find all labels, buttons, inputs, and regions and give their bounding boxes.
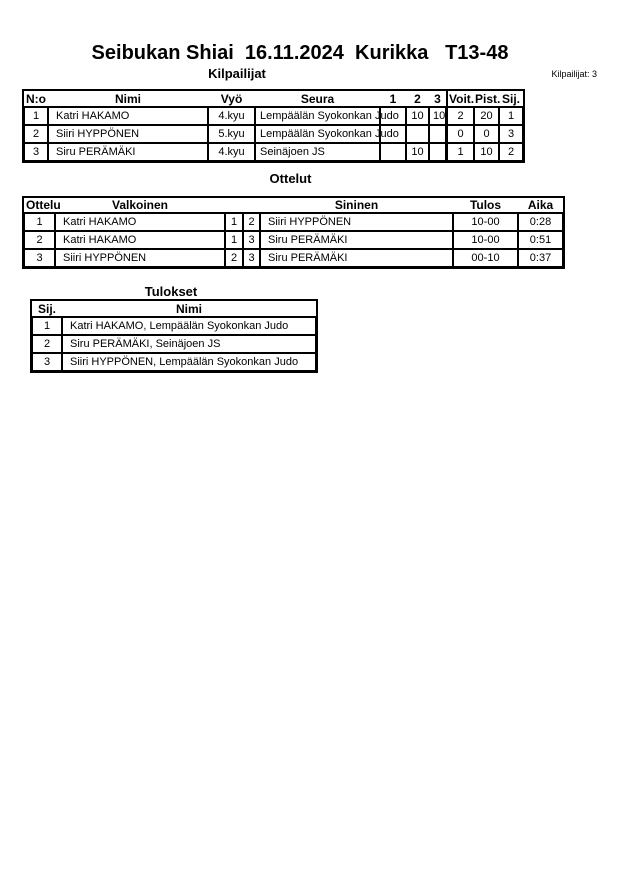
cell-valkoinen: Katri HAKAMO [55, 231, 225, 249]
cell-no: 3 [24, 143, 48, 161]
cell-sij: 2 [499, 143, 523, 161]
cell-voit: 1 [446, 143, 474, 161]
table-row [24, 125, 523, 143]
header-seura: Seura [255, 91, 380, 107]
page-title: Seibukan Shiai 16.11.2024 Kurikka T13-48 [91, 42, 509, 64]
cell-white-no: 1 [225, 231, 243, 249]
cell-seura: Lempäälän Syokonkan Judo [255, 125, 380, 143]
cell-ottelu: 1 [24, 213, 55, 231]
table-row [24, 213, 563, 231]
cell-tulos: 00-10 [453, 249, 518, 267]
cell-match2 [406, 125, 429, 143]
cell-match2: 10 [406, 143, 429, 161]
header-voit: Voit. [446, 91, 474, 107]
ottelut-section-title: Ottelut [269, 171, 312, 186]
cell-match2: 10 [406, 107, 429, 125]
header-vyo: Vyö [208, 91, 255, 107]
header-nimi: Nimi [62, 301, 316, 317]
cell-match3: 10 [429, 107, 446, 125]
cell-aika: 0:51 [518, 231, 563, 249]
cell-sij: 1 [32, 317, 62, 335]
cell-white-no: 1 [225, 213, 243, 231]
cell-blue-no: 3 [243, 231, 260, 249]
cell-white-no: 2 [225, 249, 243, 267]
cell-nimi: Siiri HYPPÖNEN, Lempäälän Syokonkan Judo [62, 353, 316, 371]
table-row [24, 143, 523, 161]
header-sij: Sij. [499, 91, 523, 107]
header-sij: Sij. [32, 301, 62, 317]
cell-tulos: 10-00 [453, 231, 518, 249]
cell-nimi: Siru PERÄMÄKI [48, 143, 208, 161]
cell-seura: Lempäälän Syokonkan Judo [255, 107, 380, 125]
cell-seura: Seinäjoen JS [255, 143, 380, 161]
cell-sininen: Siiri HYPPÖNEN [260, 213, 453, 231]
cell-sininen: Siru PERÄMÄKI [260, 249, 453, 267]
cell-no: 1 [24, 107, 48, 125]
competitors-table [22, 89, 525, 163]
header-nimi: Nimi [48, 91, 208, 107]
cell-pist: 0 [474, 125, 499, 143]
header-match2: 2 [406, 91, 429, 107]
cell-ottelu: 2 [24, 231, 55, 249]
header-match1: 1 [380, 91, 406, 107]
table-header-row [32, 301, 316, 317]
tulokset-section-title: Tulokset [144, 284, 198, 299]
cell-vyo: 4.kyu [208, 143, 255, 161]
cell-nimi: Siiri HYPPÖNEN [48, 125, 208, 143]
cell-pist: 10 [474, 143, 499, 161]
table-header-row [24, 198, 563, 213]
cell-sij: 3 [32, 353, 62, 371]
cell-valkoinen: Siiri HYPPÖNEN [55, 249, 225, 267]
table-row [32, 335, 316, 353]
results-table [30, 299, 318, 373]
cell-vyo: 5.kyu [208, 125, 255, 143]
header-aika: Aika [518, 198, 563, 213]
cell-nimi: Katri HAKAMO, Lempäälän Syokonkan Judo [62, 317, 316, 335]
table-row [24, 249, 563, 267]
table-row [24, 107, 523, 125]
header-valkoinen: Valkoinen [55, 198, 225, 213]
cell-sininen: Siru PERÄMÄKI [260, 231, 453, 249]
header-ottelu: Ottelu [26, 198, 61, 212]
cell-tulos: 10-00 [453, 213, 518, 231]
cell-nimi: Siru PERÄMÄKI, Seinäjoen JS [62, 335, 316, 353]
header-sininen: Sininen [260, 198, 453, 213]
table-row [32, 317, 316, 335]
cell-voit: 2 [446, 107, 474, 125]
cell-sij: 3 [499, 125, 523, 143]
cell-match3 [429, 143, 446, 161]
matches-table [22, 196, 565, 269]
cell-valkoinen: Katri HAKAMO [55, 213, 225, 231]
header-pist: Pist. [475, 91, 501, 106]
cell-pist: 20 [474, 107, 499, 125]
cell-blue-no: 2 [243, 213, 260, 231]
cell-vyo: 4.kyu [208, 107, 255, 125]
cell-voit: 0 [446, 125, 474, 143]
header-blue-no [243, 198, 260, 213]
header-white-no [225, 198, 243, 213]
header-tulos: Tulos [453, 198, 518, 213]
kilpailijat-section-title: Kilpailijat [208, 66, 266, 81]
table-row [24, 231, 563, 249]
table-row [32, 353, 316, 371]
cell-aika: 0:28 [518, 213, 563, 231]
header-no: N:o [26, 91, 46, 106]
cell-nimi: Katri HAKAMO [48, 107, 208, 125]
cell-aika: 0:37 [518, 249, 563, 267]
table-header-row [24, 91, 523, 107]
cell-blue-no: 3 [243, 249, 260, 267]
cell-sij: 2 [32, 335, 62, 353]
cell-ottelu: 3 [24, 249, 55, 267]
competitors-count: Kilpailijat: 3 [551, 69, 597, 79]
cell-no: 2 [24, 125, 48, 143]
cell-sij: 1 [499, 107, 523, 125]
header-match3: 3 [429, 91, 446, 107]
cell-match1 [380, 143, 406, 161]
cell-match3 [429, 125, 446, 143]
